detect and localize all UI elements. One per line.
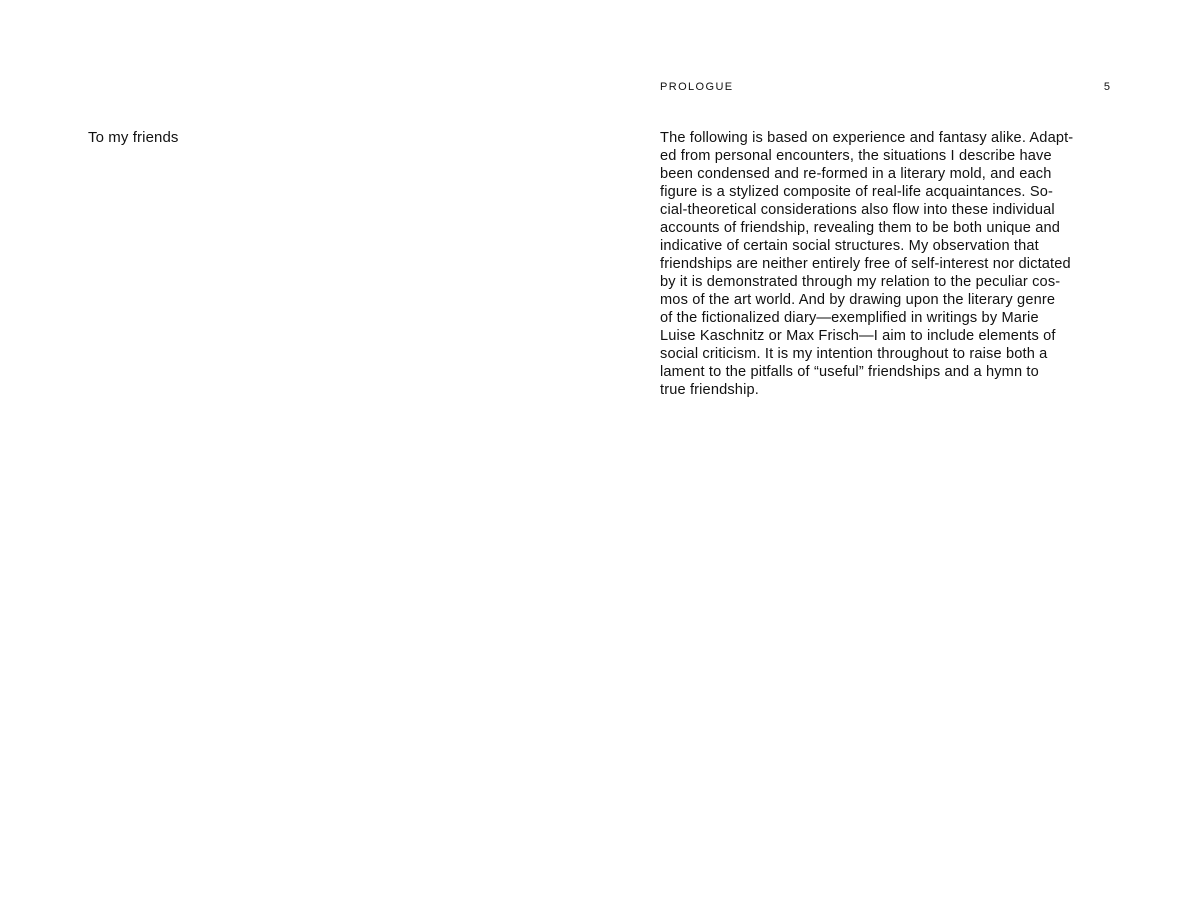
paragraph-line: by it is demonstrated through my relation to the peculiar cos- <box>660 274 1061 290</box>
section-title: PROLOGUE <box>660 81 734 93</box>
paragraph-line: ed from personal encounters, the situations I describe have <box>660 148 1052 164</box>
paragraph-line: social criticism. It is my intention throughout to raise both a <box>660 346 1048 362</box>
dedication-text: To my friends <box>88 129 179 146</box>
running-head <box>660 80 1110 94</box>
page-number: 5 <box>1103 81 1110 93</box>
paragraph-line: figure is a stylized composite of real-life acquaintances. So- <box>660 184 1053 200</box>
paragraph-line: The following is based on experience and fantasy alike. Adapt- <box>660 130 1074 146</box>
right-page <box>600 0 1200 920</box>
paragraph-line: true friendship. <box>660 382 759 398</box>
paragraph-line: indicative of certain social structures. My observation that <box>660 238 1039 254</box>
paragraph-line: mos of the art world. And by drawing upon the literary genre <box>660 292 1056 308</box>
prologue-paragraph <box>660 129 1130 399</box>
paragraph-line: been condensed and re-formed in a literary mold, and each <box>660 166 1052 182</box>
paragraph-line: Luise Kaschnitz or Max Frisch—I aim to include elements of <box>660 328 1056 344</box>
paragraph-line: lament to the pitfalls of “useful” friendships and a hymn to <box>660 364 1039 380</box>
paragraph-line: friendships are neither entirely free of self-interest nor dictated <box>660 256 1071 272</box>
paragraph-line: cial-theoretical considerations also flow into these individual <box>660 202 1055 218</box>
paragraph-line: of the fictionalized diary—exemplified in writings by Marie <box>660 310 1039 326</box>
paragraph-line: accounts of friendship, revealing them to be both unique and <box>660 220 1061 236</box>
